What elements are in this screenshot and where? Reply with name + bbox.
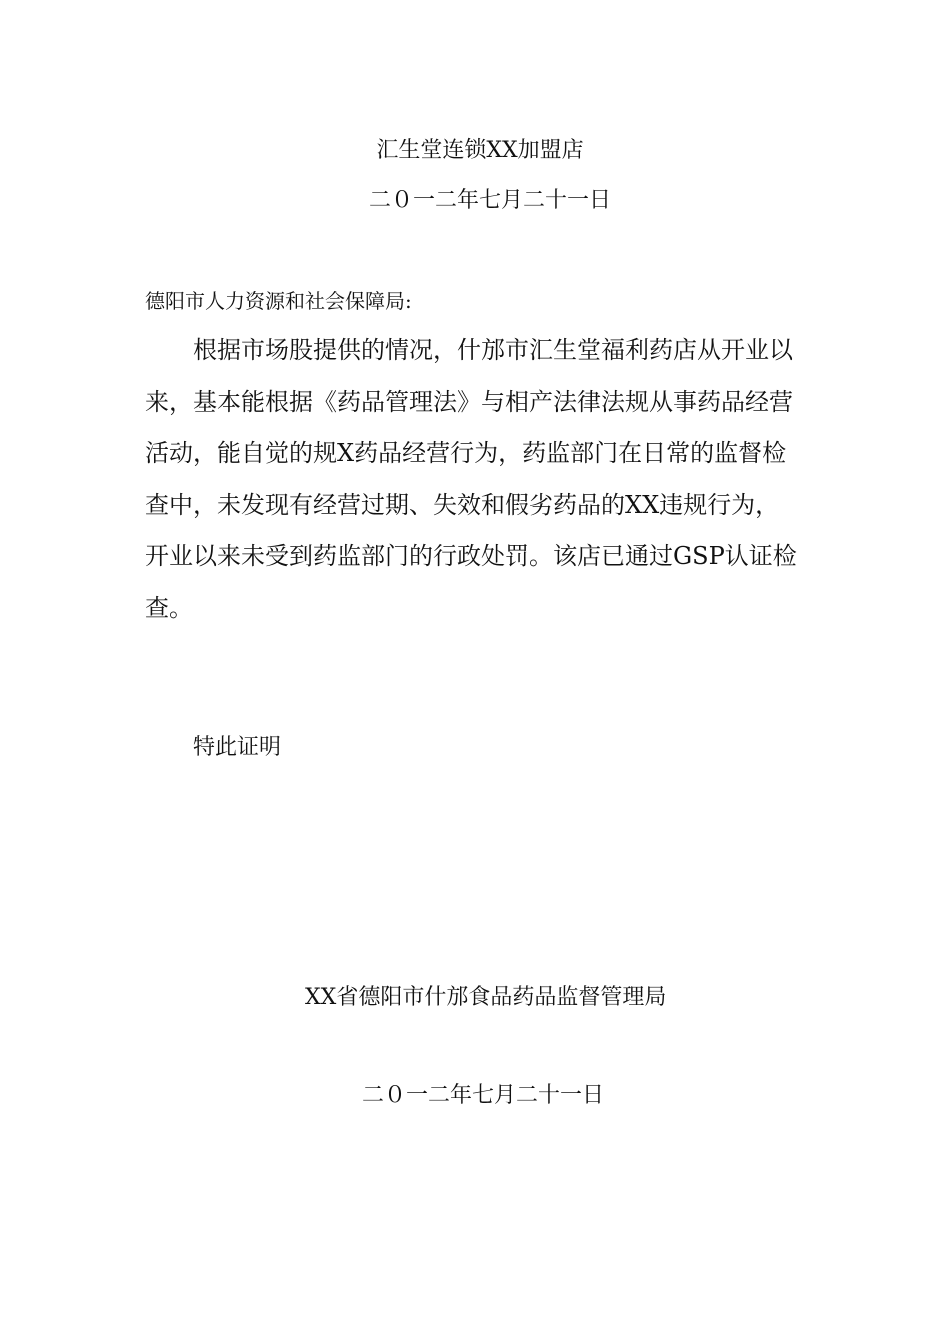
- body-line: 查。: [145, 593, 193, 622]
- body-line: 查中，未发现有经营过期、失效和假劣药品的XX违规行为，: [145, 490, 780, 519]
- salutation: 德阳市人力资源和社会保障局:: [145, 289, 412, 313]
- header-date: 二０一二年七月二十一日: [368, 188, 611, 213]
- signature-date: 二０一二年七月二十一日: [362, 1083, 605, 1108]
- signature-organization: XX省德阳市什邡食品药品监督管理局: [305, 985, 667, 1010]
- body-line: 根据市场股提供的情况，什邡市汇生堂福利药店从开业以: [193, 336, 793, 364]
- closing-statement: 特此证明: [193, 735, 282, 760]
- body-line: 来，基本能根据《药品管理法》与相产法律法规从事药品经营: [145, 387, 793, 416]
- body-line: 活动，能自觉的规X药品经营行为，药监部门在日常的监督检: [145, 439, 787, 467]
- body-line: 开业以来未受到药监部门的行政处罚。该店已通过GSP认证检: [145, 542, 797, 570]
- header-organization: 汇生堂连锁XX加盟店: [376, 138, 584, 163]
- letter-body: [145, 325, 813, 634]
